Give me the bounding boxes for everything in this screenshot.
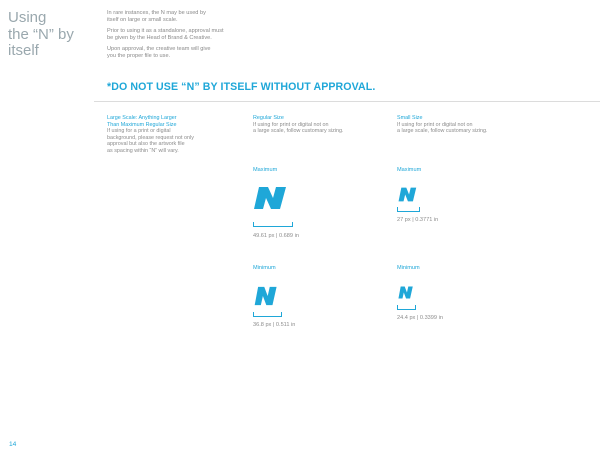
small-min-dimension: 24.4 px | 0.3399 in: [397, 315, 443, 321]
small-max-label: Maximum: [397, 167, 422, 173]
heading-line: Large Scale: Anything Larger: [107, 115, 177, 121]
large-scale-heading: [107, 115, 247, 128]
dimension-bracket: [253, 222, 293, 227]
dimension-bracket: [253, 312, 282, 317]
intro-line: itself on large or small scale.: [107, 17, 178, 23]
intro-line: Upon approval, the creative team will give: [107, 46, 211, 52]
body-line: If using for print or digital not on: [253, 121, 329, 128]
small-max-dimension: 27 px | 0.3771 in: [397, 217, 439, 223]
intro-paragraph: [107, 28, 277, 42]
regular-min-dimension: 36.8 px | 0.511 in: [253, 322, 296, 328]
page-number: 14: [9, 441, 17, 448]
regular-min-label: Minimum: [253, 265, 276, 271]
n-icon: [398, 287, 412, 299]
n-logo-small-max: [398, 187, 419, 202]
title-line: Using: [8, 9, 47, 26]
n-logo-small-min: [398, 286, 415, 299]
title-line: itself: [8, 42, 39, 59]
n-logo-regular-max: [253, 186, 291, 210]
heading-line: Than Maximum Regular Size: [107, 121, 177, 128]
intro-line: you the proper file to use.: [107, 53, 171, 59]
divider: [94, 101, 600, 102]
n-icon: [399, 188, 417, 202]
dimension-bracket: [397, 305, 416, 310]
body-line: a large scale, follow customary sizing.: [253, 128, 344, 135]
intro-paragraph: [107, 46, 277, 60]
body-line: as spacing within “N” will vary.: [107, 147, 179, 154]
page-title: [8, 10, 94, 60]
small-min-label: Minimum: [397, 265, 420, 271]
body-line: approval but also the artwork file: [107, 141, 185, 148]
small-size-heading: Small Size: [397, 115, 423, 121]
dimension-bracket: [397, 207, 420, 212]
regular-max-dimension: 49.61 px | 0.689 in: [253, 233, 299, 239]
intro-paragraph: [107, 10, 277, 24]
large-scale-column: [107, 115, 247, 155]
intro-line: Prior to using it as a standalone, approval must: [107, 28, 224, 34]
approval-warning: *DO NOT USE “N” BY ITSELF WITHOUT APPROVAL.: [107, 81, 376, 93]
large-scale-body: [107, 128, 247, 154]
regular-size-heading: Regular Size: [253, 115, 284, 121]
small-size-column: [397, 115, 537, 135]
body-line: If using for a print or digital: [107, 128, 171, 135]
intro-line: In rare instances, the N may be used by: [107, 10, 206, 16]
title-line: the “N” by: [8, 25, 74, 43]
intro-line: be given by the Head of Brand & Creative.: [107, 35, 212, 41]
n-logo-regular-min: [254, 286, 280, 306]
body-line: background, please request not only: [107, 134, 194, 141]
n-icon: [254, 187, 286, 209]
regular-max-label: Maximum: [253, 167, 278, 173]
regular-size-column: [253, 115, 393, 135]
body-line: a large scale, follow customary sizing.: [397, 128, 488, 135]
n-icon: [255, 287, 277, 305]
body-line: If using for print or digital not on: [397, 121, 473, 128]
